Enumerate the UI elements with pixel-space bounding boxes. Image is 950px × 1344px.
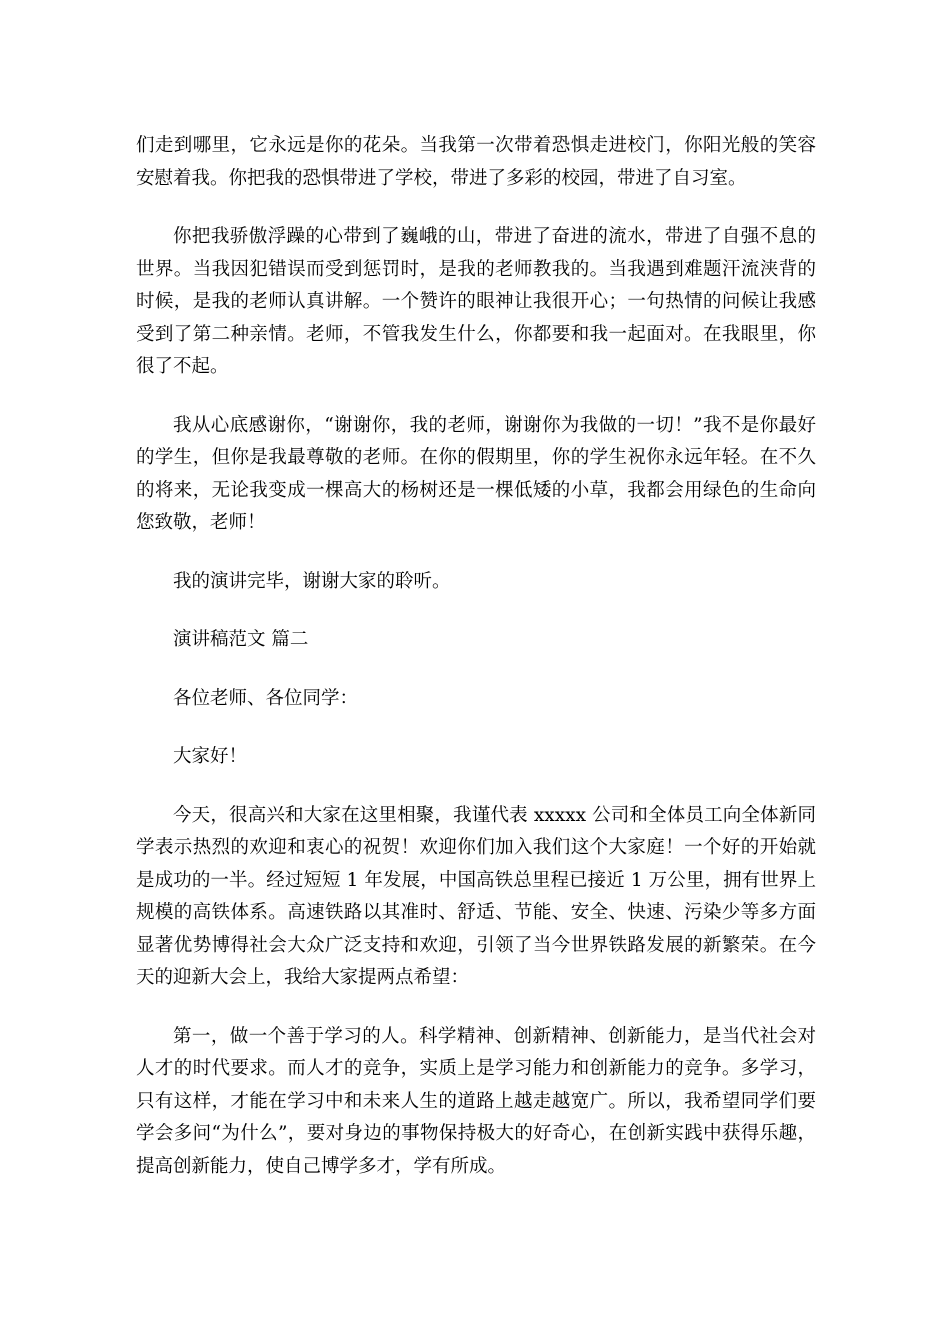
paragraph-teacher-guidance: 你把我骄傲浮躁的心带到了巍峨的山，带进了奋进的流水，带进了自强不息的世界。当我因犯错误而受到惩罚时，是我的老师教我的。当我遇到难题汗流浃背的时候，是我的老师认真讲解。一个赞许的眼神让我很开心；一句热情的问候让我感受到了第二种亲情。老师，不管我发生什么，你都要和我一起面对。在我眼里，你很了不起。 xyxy=(136,226,816,377)
document-body xyxy=(136,130,816,1209)
paragraph-continued: 们走到哪里，它永远是你的花朵。当我第一次带着恐惧走进校门，你阳光般的笑容安慰着我。你把我的恐惧带进了学校，带进了多彩的校园，带进了自习室。 xyxy=(136,135,816,189)
paragraph-closing: 我的演讲完毕，谢谢大家的聆听。 xyxy=(173,570,451,592)
paragraph-gratitude: 我从心底感谢你，“谢谢你，我的老师，谢谢你为我做的一切！”我不是你最好的学生，但你是我最尊敬的老师。在你的假期里，你的学生祝你永远年轻。在不久的将来，无论我变成一棵高大的杨树还是一棵低矮的小草，我都会用绿色的生命向您致敬，老师！ xyxy=(136,414,816,533)
paragraph-greeting: 大家好！ xyxy=(173,746,248,767)
section-title: 演讲稿范文 篇二 xyxy=(173,629,309,650)
paragraph-first-hope: 第一，做一个善于学习的人。科学精神、创新精神、创新能力，是当代社会对人才的时代要求。而人才的竞争，实质上是学习能力和创新能力的竞争。多学习，只有这样，才能在学习中和未来人生的道路上越走越宽广。所以，我希望同学们要学会多问“为什么”，要对身边的事物保持极大的好奇心，在创新实践中获得乐趣，提高创新能力，使自己博学多才，学有所成。 xyxy=(136,1025,816,1177)
paragraph-salutation: 各位老师、各位同学： xyxy=(173,687,359,709)
paragraph-welcome: 今天，很高兴和大家在这里相聚，我谨代表 xxxxx 公司和全体员工向全体新同学表示热烈的欢迎和衷心的祝贺！欢迎你们加入我们这个大家庭！一个好的开始就是成功的一半。经过短短 1 年发展，中国高铁总里程已接近 1 万公里，拥有世界上规模的高铁体系。高速铁路以其准时、舒适、节能、安全、快速、污染少等多方面显著优势博得社会大众广泛支持和欢迎，引领了当今世界铁路发展的新繁荣。在今天的迎新大会上，我给大家提两点希望： xyxy=(136,804,816,988)
